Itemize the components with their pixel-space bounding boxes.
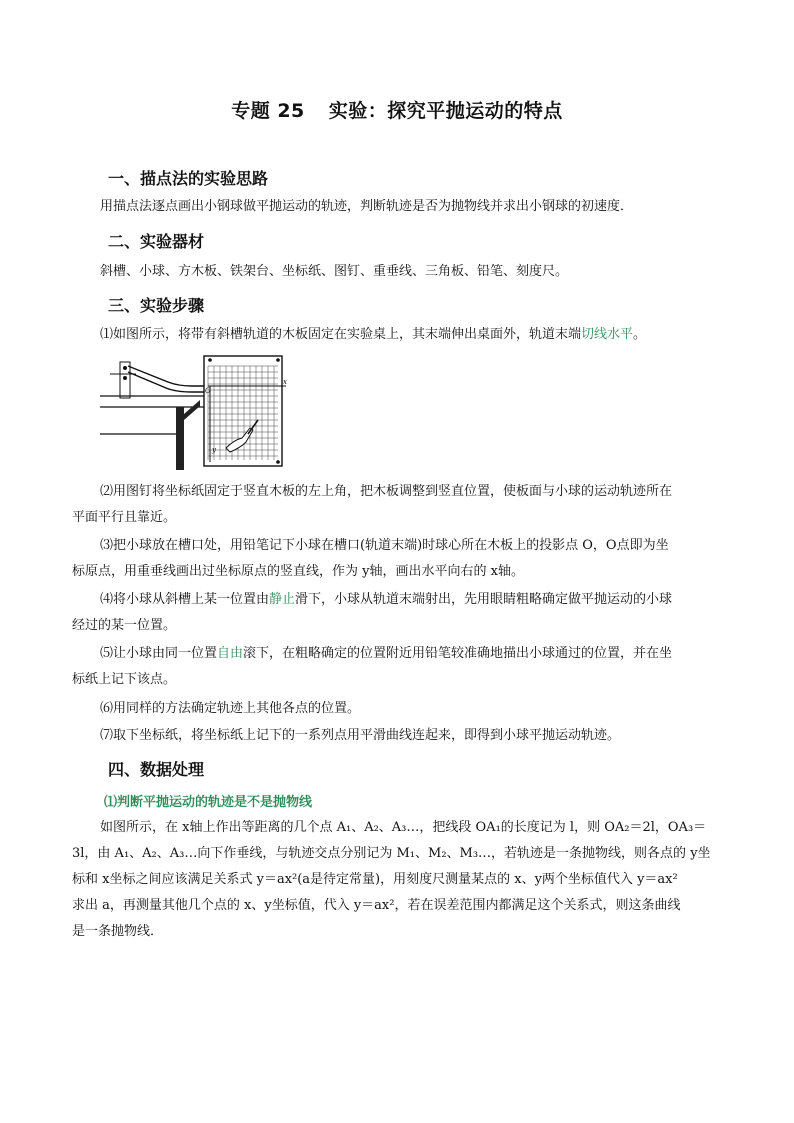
step-2-line-2: 平面平行且靠近。 (72, 510, 177, 525)
section-4-para-line-2: 3l，由 A₁、A₂、A₃…向下作垂线，与轨迹交点分别记为 M₁、M₂、M₃…，若轨迹是一条抛物线，则各点的 y坐 (72, 846, 711, 861)
section-1-body: 用描点法逐点画出小钢球做平抛运动的轨迹，判断轨迹是否为抛物线并求出小钢球的初速度． (100, 199, 634, 214)
page-title (0, 96, 794, 123)
figure-label-x: x (283, 378, 287, 386)
step-5-rest: 滚下，在粗略确定的位置附近用铅笔较准确地描出小球通过的位置，并在坐 (243, 646, 673, 661)
figure-label-y: y (212, 446, 216, 454)
step-4-line-1 (100, 590, 700, 610)
step-5-text: ⑸让小球由同一位置 (100, 646, 218, 661)
step-3-line-1: ⑶把小球放在槽口处，用铅笔记下小球在槽口(轨道末端)时球心所在木板上的投影点 O，O点即为坐 (100, 538, 669, 553)
section-heading-4: 四、数据处理 (108, 760, 205, 779)
figure-label-o: O (205, 387, 211, 395)
step-7: ⑺取下坐标纸，将坐标纸上记下的一系列点用平滑曲线连起来，即得到小球平抛运动轨迹。 (100, 728, 621, 743)
section-4-para-line-1: 如图所示，在 x轴上作出等距离的几个点 A₁、A₂、A₃…，把线段 OA₁的长度记为 l，则 OA₂＝2l，OA₃＝ (100, 820, 707, 835)
section-heading-2: 二、实验器材 (108, 232, 205, 251)
section-heading-3: 三、实验步骤 (108, 296, 205, 315)
section-4-para-line-4: 求出 a，再测量其他几个点的 x、y坐标值，代入 y＝ax²，若在误差范围内都满足这个关系式，则这条曲线 (72, 898, 681, 913)
title-number: 专题 25 (231, 100, 305, 122)
section-heading-1: 一、描点法的实验思路 (108, 169, 269, 188)
step-1-end: 。 (633, 327, 647, 342)
title-text: 实验：探究平抛运动的特点 (328, 100, 563, 122)
section-4-subheading: ⑴判断平抛运动的轨迹是不是抛物线 (104, 795, 313, 810)
step-2-line-1: ⑵用图钉将坐标纸固定于竖直木板的左上角，把木板调整到竖直位置，使板面与小球的运动轨迹所在 (100, 484, 673, 499)
step-4-rest: 滑下，小球从轨道末端射出，先用眼睛粗略确定做平抛运动的小球 (295, 592, 673, 607)
step-6: ⑹用同样的方法确定轨迹上其他各点的位置。 (100, 701, 361, 716)
section-4-para-line-5: 是一条抛物线． (72, 924, 164, 939)
step-5-line-1 (100, 644, 700, 664)
apparatus-figure (100, 352, 290, 472)
step-4-text: ⑷将小球从斜槽上某一位置由 (100, 592, 270, 607)
section-4-para-line-3: 标和 x坐标之间应该满足关系式 y＝ax²(a是待定常量)，用刻度尺测量某点的 x、y两个坐标值代入 y＝ax² (72, 872, 678, 887)
step-5-highlight: 自由 (217, 646, 244, 661)
step-1-text: ⑴如图所示，将带有斜槽轨道的木板固定在实验桌上，其末端伸出桌面外，轨道末端 (100, 327, 582, 342)
step-3-line-2: 标原点，用重垂线画出过坐标原点的竖直线，作为 y轴，画出水平向右的 x轴。 (72, 564, 524, 579)
section-2-body: 斜槽、小球、方木板、铁架台、坐标纸、图钉、重垂线、三角板、铅笔、刻度尺。 (100, 264, 569, 279)
step-1-highlight: 切线水平 (581, 327, 634, 342)
step-5-line-2: 标纸上记下该点。 (72, 672, 177, 687)
step-1 (100, 325, 700, 345)
step-4-highlight: 静止 (269, 592, 296, 607)
step-4-line-2: 经过的某一位置。 (72, 618, 177, 633)
